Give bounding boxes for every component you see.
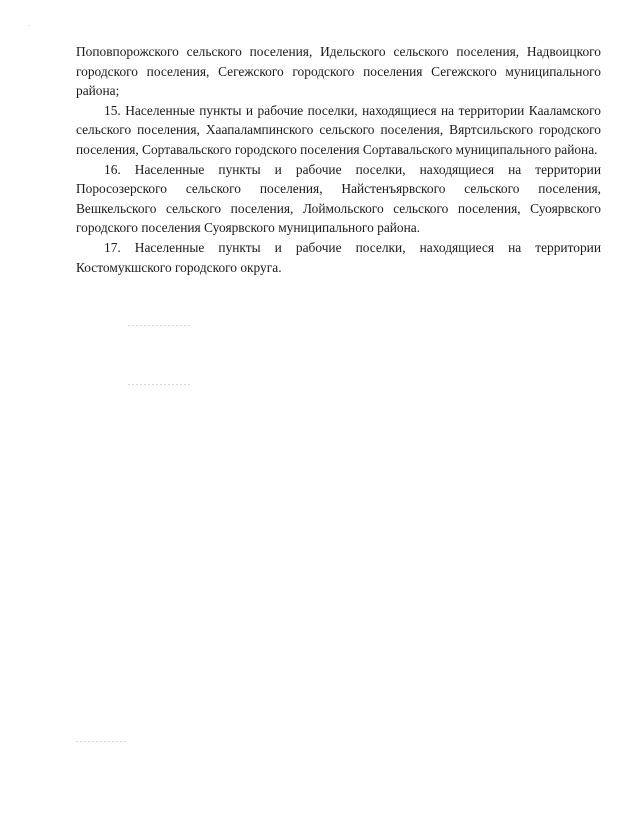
paragraph-item-15: 15. Населенные пункты и рабочие поселки, находящиеся на территории Кааламского сельского поселения, Хаапалампинского сельского поселения, Вяртсильского городского поселения, Сортавальского городского поселения Сортавальского муниципального района.: [76, 102, 601, 157]
paragraph-item-17: 17. Населенные пункты и рабочие поселки, находящиеся на территории Костомукшского городского округа.: [76, 239, 601, 275]
faint-scan-line: [128, 325, 190, 326]
scan-artifact-dot: [28, 25, 29, 26]
paragraph-item-16: 16. Населенные пункты и рабочие поселки, находящиеся на территории Поросозерского сельского поселения, Найстенъярвского сельского поселения, Вешкельского сельского поселения, Лоймольского сельского поселения, Суоярвского городского поселения Суоярвского муниципального района.: [76, 161, 601, 236]
paragraph-continuation: Поповпорожского сельского поселения, Идельского сельского поселения, Надвоицкого городского поселения, Сегежского городского поселения Сегежского муниципального района;: [76, 44, 601, 99]
faint-scan-line: [76, 741, 128, 742]
document-body: [76, 42, 601, 277]
faint-scan-line: [128, 384, 190, 385]
